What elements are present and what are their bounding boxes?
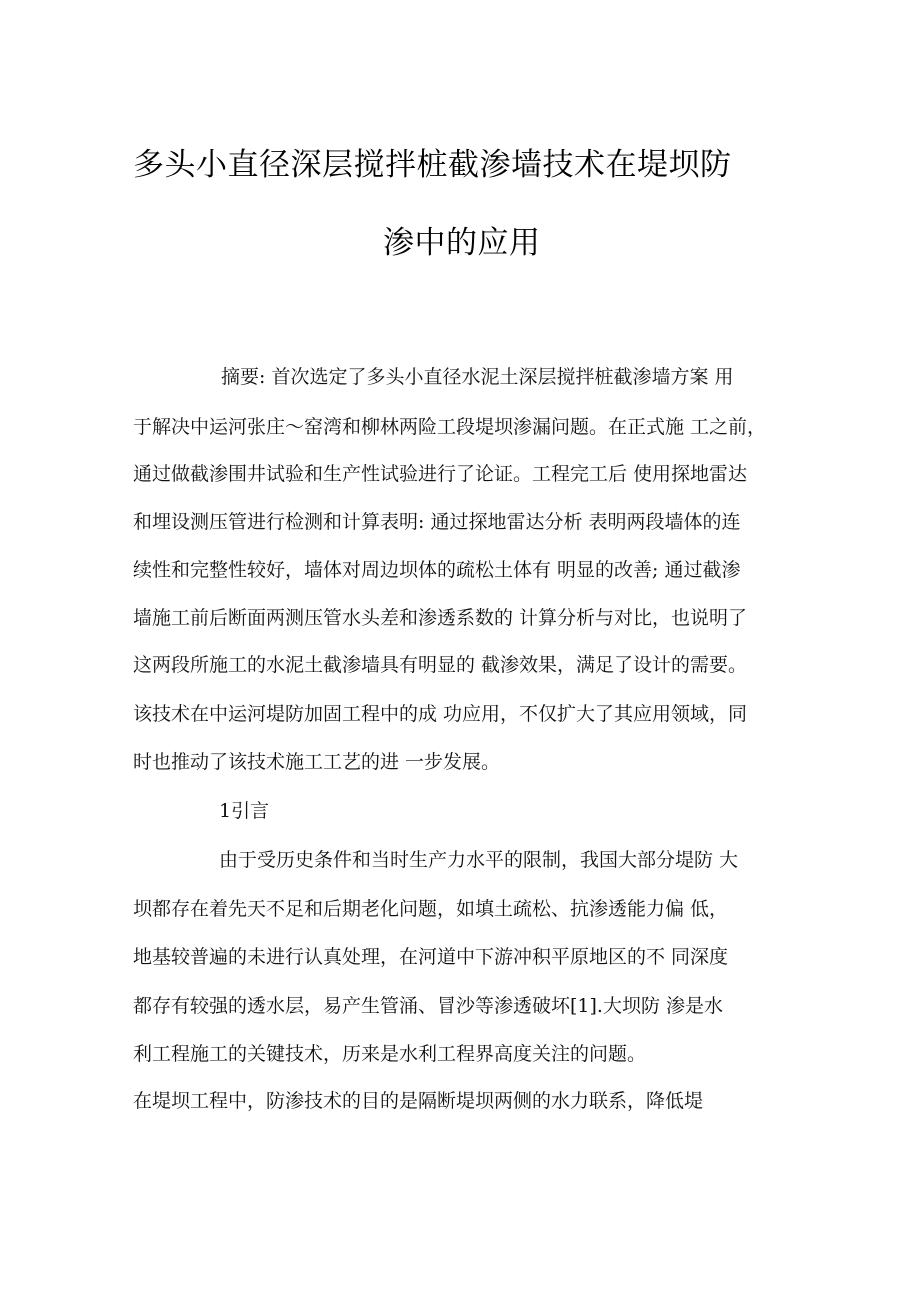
intro-line-1: 由于受历史条件和当时生产力水平的限制，我国大部分堤防 大	[219, 849, 739, 871]
abstract-line-9: 时也推动了该技术施工工艺的进 一步发展。	[133, 751, 501, 773]
abstract-line-3: 通过做截渗围井试验和生产性试验进行了论证。工程完工后 使用探地雷达	[133, 463, 748, 485]
abstract-line-6: 墙施工前后断面两测压管水头差和渗透系数的 计算分析与对比，也说明了	[133, 607, 748, 629]
intro-line-4: 都存有较强的透水层，易产生管涌、冒沙等渗透破坏[1].大坝防 渗是水	[133, 995, 723, 1017]
abstract-line-2: 于解决中运河张庄～窑湾和柳林两险工段堤坝渗漏问题。在正式施 工之前，	[133, 416, 767, 438]
intro-line-2: 坝都存在着先天不足和后期老化问题，如填土疏松、抗渗透能力偏 低，	[133, 898, 729, 920]
abstract-line-5: 续性和完整性较好，墙体对周边坝体的疏松土体有 明显的改善; 通过截渗	[133, 559, 741, 581]
abstract-line-7: 这两段所施工的水泥土截渗墙具有明显的 截渗效果，满足了设计的需要。	[133, 654, 748, 676]
section-heading-introduction: 1引言	[219, 800, 270, 822]
abstract-line-8: 该技术在中运河堤防加固工程中的成 功应用，不仅扩大了其应用领域，同	[133, 703, 748, 725]
abstract-line-1: 摘要: 首次选定了多头小直径水泥土深层搅拌桩截渗墙方案 用	[221, 366, 734, 388]
intro-line-6: 在堤坝工程中，防渗技术的目的是隔断堤坝两侧的水力联系，降低堤	[133, 1090, 704, 1112]
intro-line-5: 利工程施工的关键技术，历来是水利工程界高度关注的问题。	[133, 1043, 647, 1065]
title-line-1: 多头小直径深层搅拌桩截渗墙技术在堤坝防	[133, 147, 732, 183]
abstract-line-4: 和埋设测压管进行检测和计算表明: 通过探地雷达分析 表明两段墙体的连	[133, 511, 741, 533]
intro-line-3: 地基较普遍的未进行认真处理，在河道中下游冲积平原地区的不 同深度	[133, 946, 729, 968]
title-line-2: 渗中的应用	[383, 225, 541, 261]
